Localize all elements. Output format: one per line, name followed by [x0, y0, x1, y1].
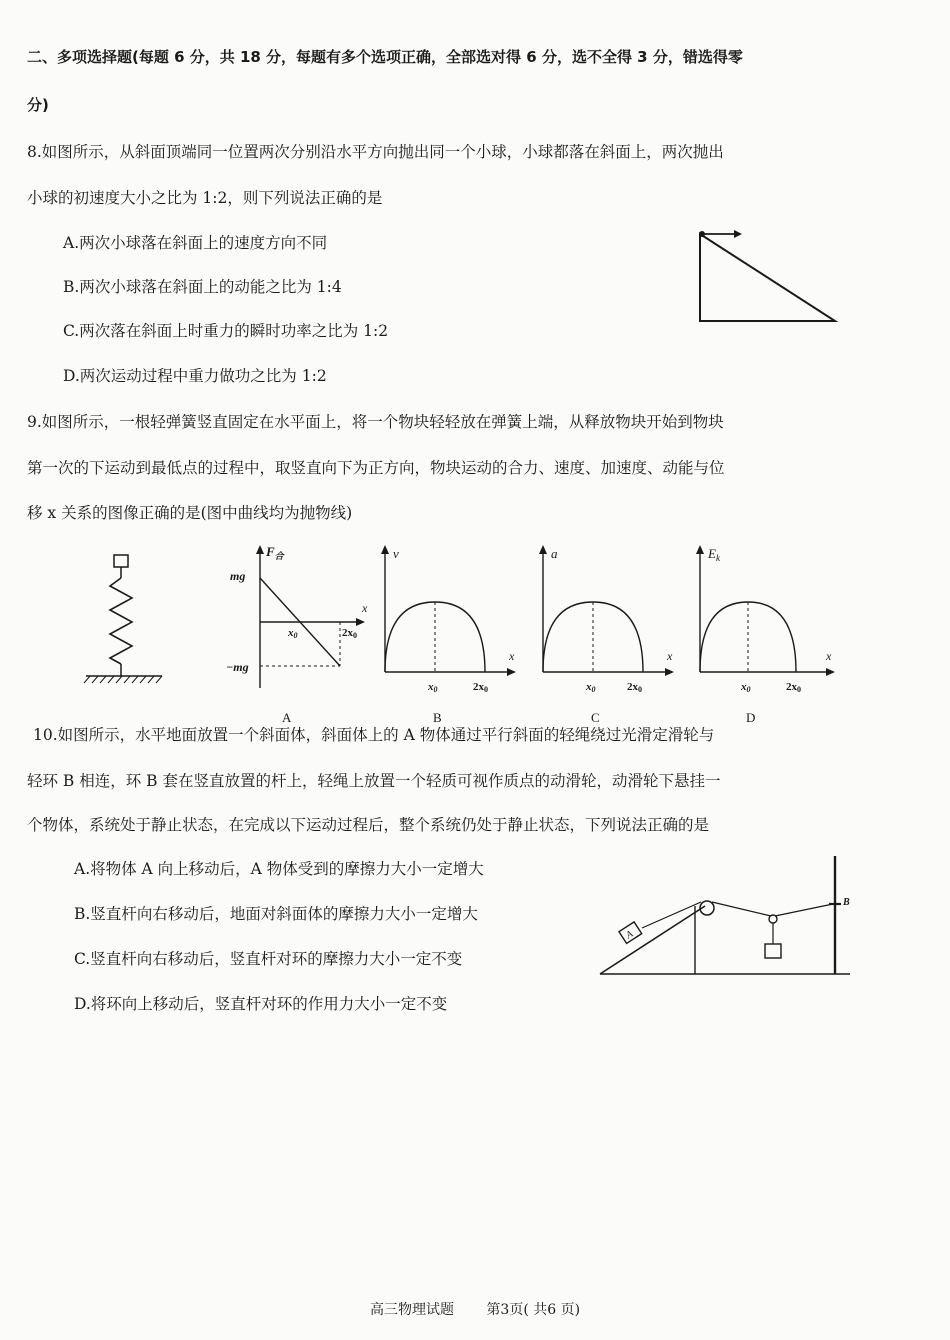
q10-stem-line3: 个物体，系统处于静止状态，在完成以下运动过程后，整个系统仍处于静止状态，下列说法正确的是 [27, 816, 710, 834]
q8-option-d: D.两次运动过程中重力做功之比为 1:2 [63, 367, 327, 385]
graph-a-letter: A [282, 710, 292, 725]
section-heading-line1: 二、多项选择题(每题 6 分，共 18 分，每题有多个选项正确，全部选对得 6 分，选不全得 3 分，错选得零 [27, 48, 743, 66]
q10-pulley-figure [595, 852, 865, 982]
q8-option-a: A.两次小球落在斜面上的速度方向不同 [63, 234, 328, 252]
spring-coil [110, 578, 132, 664]
svg-text:x0: x0 [586, 681, 596, 694]
page-footer [0, 1299, 950, 1319]
section-heading-line2: 分) [27, 96, 49, 114]
block [114, 555, 128, 567]
svg-text:A: A [623, 928, 636, 942]
q10-stem-line1: 10.如图所示，水平地面放置一个斜面体，斜面体上的 A 物体通过平行斜面的轻绳绕过光滑定滑轮与 [33, 726, 715, 744]
svg-text:F合: $F_合$ [266, 544, 284, 561]
q9-stem-line3: 移 x 关系的图像正确的是(图中曲线均为抛物线) [27, 504, 353, 522]
q10-stem-line2: 轻环 B 相连，环 B 套在竖直放置的杆上，轻绳上放置一个轻质可视作质点的动滑轮，动滑轮下悬挂一 [27, 772, 721, 790]
q10-option-d: D.将环向上移动后，竖直杆对环的作用力大小一定不变 [74, 995, 448, 1013]
block-a [619, 922, 642, 944]
graph-c-letter: C [591, 710, 600, 725]
svg-text:2x0: 2x0 [342, 627, 357, 640]
svg-text:x0: x0 [428, 681, 438, 694]
q8-stem-line1: 8.如图所示，从斜面顶端同一位置两次分别沿水平方向抛出同一个小球，小球都落在斜面上，两次抛出 [27, 143, 724, 161]
hanging-weight [765, 944, 781, 958]
label-minus-mg: −mg [226, 660, 249, 674]
svg-text:Ek: $E_k$ [708, 546, 720, 563]
curve [543, 602, 643, 672]
svg-text:2x0: 2x0 [786, 681, 801, 694]
q9-stem-line1: 9.如图所示，一根轻弹簧竖直固定在水平面上，将一个物块轻轻放在弹簧上端，从释放物块开始到物块 [27, 413, 724, 431]
svg-text:x: x [362, 601, 368, 615]
q10-option-c: C.竖直杆向右移动后，竖直杆对环的摩擦力大小一定不变 [74, 950, 463, 968]
q8-option-c: C.两次落在斜面上时重力的瞬时功率之比为 1:2 [63, 322, 389, 340]
svg-text:x: x [509, 649, 515, 663]
svg-text:x0: x0 [741, 681, 751, 694]
graph-d [690, 542, 840, 727]
q8-incline-figure [690, 222, 850, 332]
svg-text:2x0: 2x0 [473, 681, 488, 694]
q8-stem-line2: 小球的初速度大小之比为 1:2，则下列说法正确的是 [27, 189, 383, 207]
incline-triangle [700, 234, 835, 321]
q9-stem-line2: 第一次的下运动到最低点的过程中，取竖直向下为正方向，物块运动的合力、速度、加速度、动能与位 [27, 459, 725, 477]
graph-c [533, 542, 678, 727]
svg-text:2x0: 2x0 [627, 681, 642, 694]
svg-text:B: B [843, 897, 850, 908]
footer-subject: 高三物理试题 [369, 1302, 454, 1318]
arrowhead [734, 230, 742, 238]
q8-option-b: B.两次小球落在斜面上的动能之比为 1:4 [63, 278, 342, 296]
footer-page-number: 第3页( 共6 页) [486, 1302, 581, 1318]
svg-text:x: x [826, 649, 832, 663]
svg-text:x: x [667, 649, 673, 663]
curve [385, 602, 485, 672]
q9-spring-figure [80, 550, 170, 690]
svg-text:a: a [551, 546, 558, 561]
graph-b [375, 542, 520, 727]
graph-a [222, 542, 372, 727]
movable-pulley [769, 915, 777, 923]
q10-option-b: B.竖直杆向右移动后，地面对斜面体的摩擦力大小一定增大 [74, 905, 478, 923]
graph-d-letter: D [746, 710, 756, 725]
label-mg: mg [230, 569, 246, 583]
q10-option-a: A.将物体 A 向上移动后，A 物体受到的摩擦力大小一定增大 [74, 860, 484, 878]
svg-text:v: v [393, 546, 399, 561]
graph-b-letter: B [433, 710, 442, 725]
incline-surface [600, 906, 705, 974]
svg-text:x0: x0 [288, 627, 298, 640]
ground-hatch [84, 676, 162, 683]
curve [700, 602, 796, 672]
